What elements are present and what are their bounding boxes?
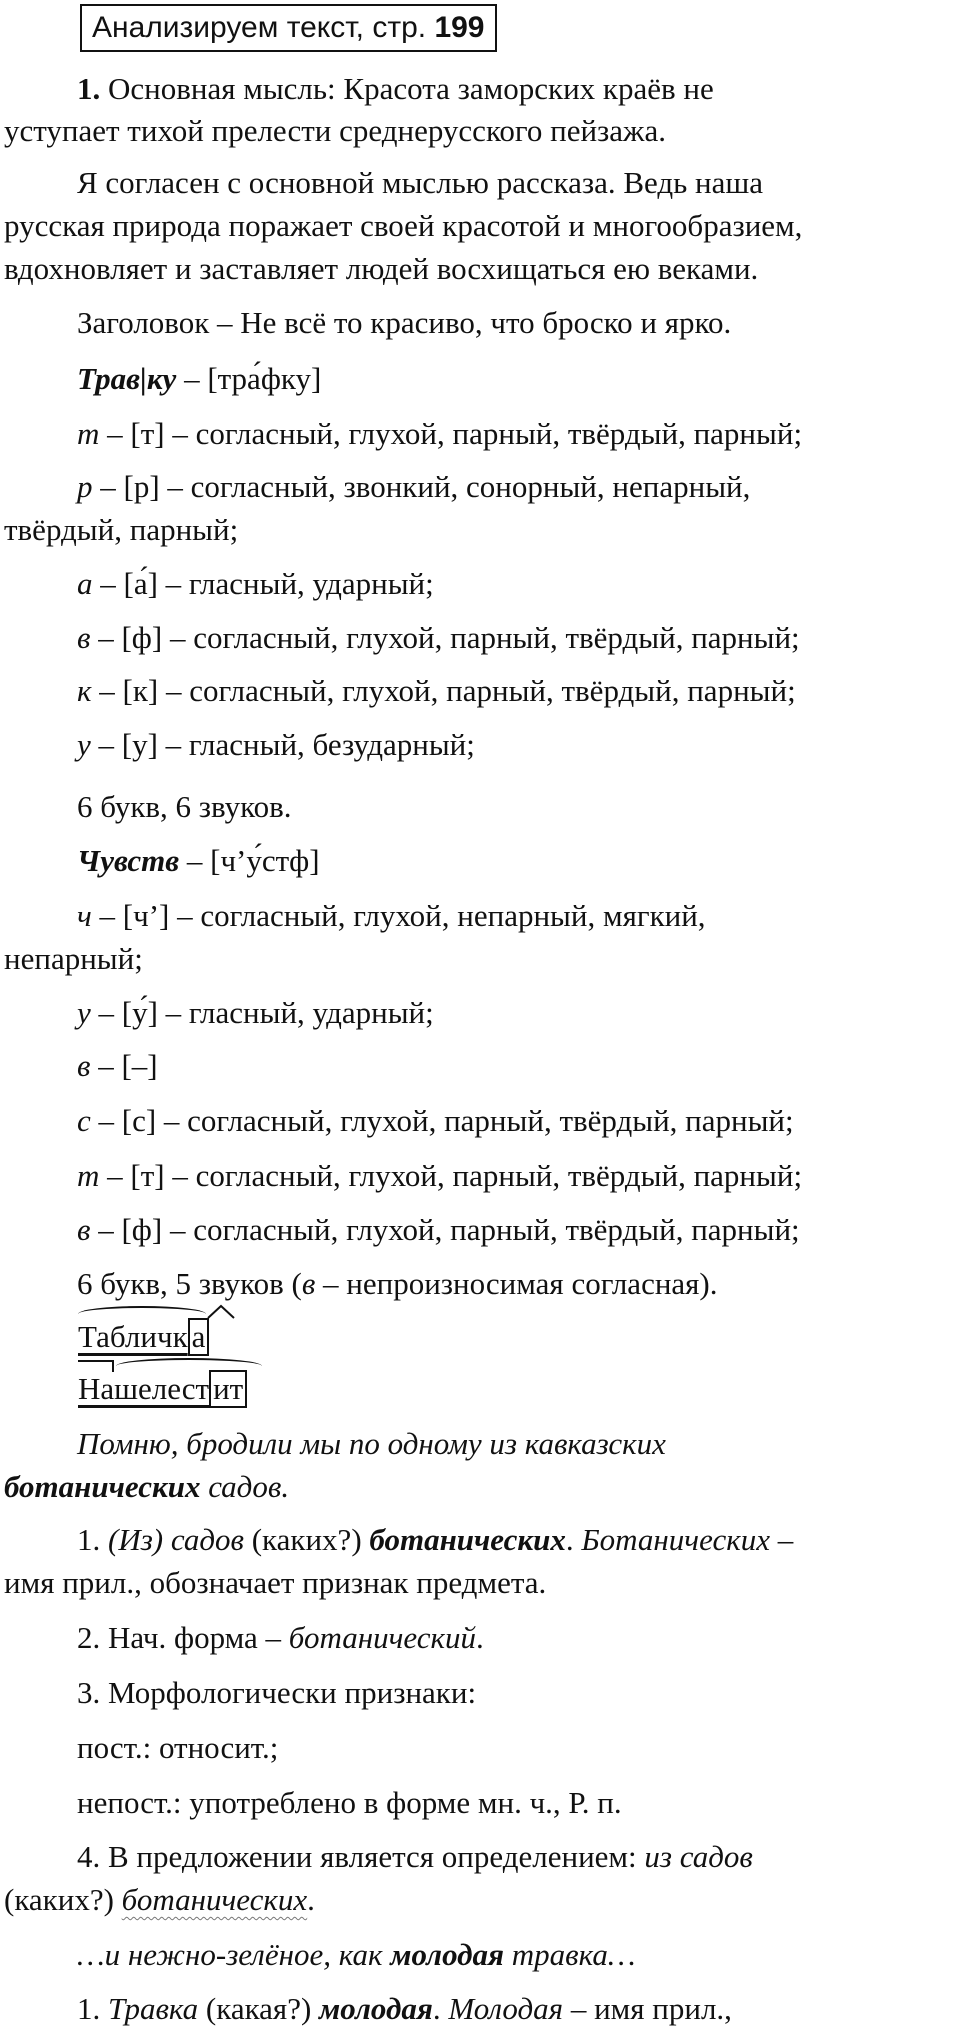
letter: в <box>77 620 91 655</box>
letter-description: твёрдый, парный; <box>4 512 239 547</box>
letter-description: – [у́] – гласный, ударный; <box>90 995 434 1030</box>
quote2: …и нежно-зелёное, как молодая травка… <box>77 1937 636 1972</box>
root-arc <box>116 1358 262 1374</box>
letter-row <box>4 1155 954 1197</box>
letter-description: – [т] – согласный, глухой, парный, твёрдый, парный; <box>99 416 803 451</box>
letter-row <box>4 1045 954 1087</box>
analysis2-item-1: 1. Травка (какая?) молодая. Молодая – имя прил., <box>77 1991 732 2026</box>
analysis-const: пост.: относит.; <box>77 1730 279 1765</box>
title-line: Заголовок – Не всё то красиво, что броско и ярко. <box>77 305 732 340</box>
header-page-number: 199 <box>434 11 485 44</box>
main-idea-line-1: 1. Основная мысль: Красота заморских краёв не <box>77 71 714 106</box>
quote1-line-1: Помню, бродили мы по одному из кавказских <box>77 1426 666 1461</box>
letter-row <box>4 509 954 551</box>
letter-description: – [т] – согласный, глухой, парный, твёрдый, парный; <box>99 1158 803 1193</box>
letter-row <box>4 617 954 659</box>
prefix-mark <box>78 1360 114 1372</box>
root-arc <box>78 1306 206 1322</box>
letter-row <box>4 563 954 605</box>
analysis-item-1-cont: имя прил., обозначает признак предмета. <box>4 1565 547 1600</box>
main-idea-line-2: уступает тихой прелести среднерусского пейзажа. <box>4 113 666 148</box>
header-prefix: Анализируем текст, стр. <box>92 11 427 44</box>
word1-heading: Трав|ку – [тра́фку] <box>77 361 322 396</box>
letter-description: – [ф] – согласный, глухой, парный, твёрдый, парный; <box>90 1212 800 1247</box>
word1-count: 6 букв, 6 звуков. <box>77 789 292 824</box>
letter-row <box>4 895 954 937</box>
analysis-item-3: 3. Морфологически признаки: <box>77 1675 477 1710</box>
section-header <box>80 4 497 52</box>
opinion-line-3: вдохновляет и заставляет людей восхищаться ею веками. <box>4 251 759 286</box>
letter: т <box>77 416 100 451</box>
letter: у <box>77 727 91 762</box>
letter-description: – [ф] – согласный, глухой, парный, твёрдый, парный; <box>90 620 800 655</box>
analysis-item-2: 2. Нач. форма – ботанический. <box>77 1620 484 1655</box>
letter: в <box>77 1048 91 1083</box>
ending-box: ит <box>209 1370 247 1408</box>
stem-text: Табличк <box>78 1319 188 1354</box>
letter: т <box>77 1158 100 1193</box>
letter-description: – [с] – согласный, глухой, парный, твёрдый, парный; <box>90 1103 794 1138</box>
analysis-item-4: 4. В предложении является определением: из садов <box>77 1839 753 1874</box>
word2-count: 6 букв, 5 звуков (в – непроизносимая согласная). <box>77 1266 718 1301</box>
letter-description: непарный; <box>4 941 143 976</box>
opinion-line-1: Я согласен с основной мыслью рассказа. Ведь наша <box>77 165 764 200</box>
morph-parse-tablichka <box>78 1316 209 1358</box>
letter-description: – [к] – согласный, глухой, парный, твёрдый, парный; <box>91 673 796 708</box>
ending-box: а <box>188 1318 210 1356</box>
analysis-item-1: 1. (Из) садов (каких?) ботанических. Ботанических – <box>77 1522 794 1557</box>
letter: а <box>77 566 93 601</box>
letter-row <box>4 466 954 508</box>
letter-row <box>4 1100 954 1142</box>
analysis-nonconst: непост.: употреблено в форме мн. ч., Р. п. <box>77 1785 622 1820</box>
letter-description: – [у] – гласный, безударный; <box>90 727 475 762</box>
letter-description: – [р] – согласный, звонкий, сонорный, непарный, <box>92 469 751 504</box>
opinion-line-2: русская природа поражает своей красотой и многообразием, <box>4 208 803 243</box>
morph-parse-nashelestit <box>78 1368 247 1410</box>
letter-description: – [ч’] – согласный, глухой, непарный, мягкий, <box>91 898 706 933</box>
root-tablich <box>78 1316 188 1358</box>
letter-row <box>4 670 954 712</box>
letter: в <box>77 1212 91 1247</box>
letter: ч <box>77 898 92 933</box>
analysis-item-4-cont: (каких?) ботанических. <box>4 1882 315 1917</box>
letter: р <box>77 469 93 504</box>
word2-heading: Чувств – [ч’у́стф] <box>77 843 320 878</box>
letter-description: – [–] <box>90 1048 158 1083</box>
letter-row <box>4 413 954 455</box>
letter-row <box>4 938 954 980</box>
suffix-mark <box>206 1304 236 1320</box>
stem-text: Нашелест <box>78 1371 210 1406</box>
letter: у <box>77 995 91 1030</box>
letter-row <box>4 724 954 766</box>
letter: с <box>77 1103 91 1138</box>
letter-row <box>4 992 954 1034</box>
quote1-line-2: ботанических садов. <box>4 1469 290 1504</box>
letter: к <box>77 673 92 708</box>
letter-description: – [а́] – гласный, ударный; <box>92 566 434 601</box>
letter-row <box>4 1209 954 1251</box>
